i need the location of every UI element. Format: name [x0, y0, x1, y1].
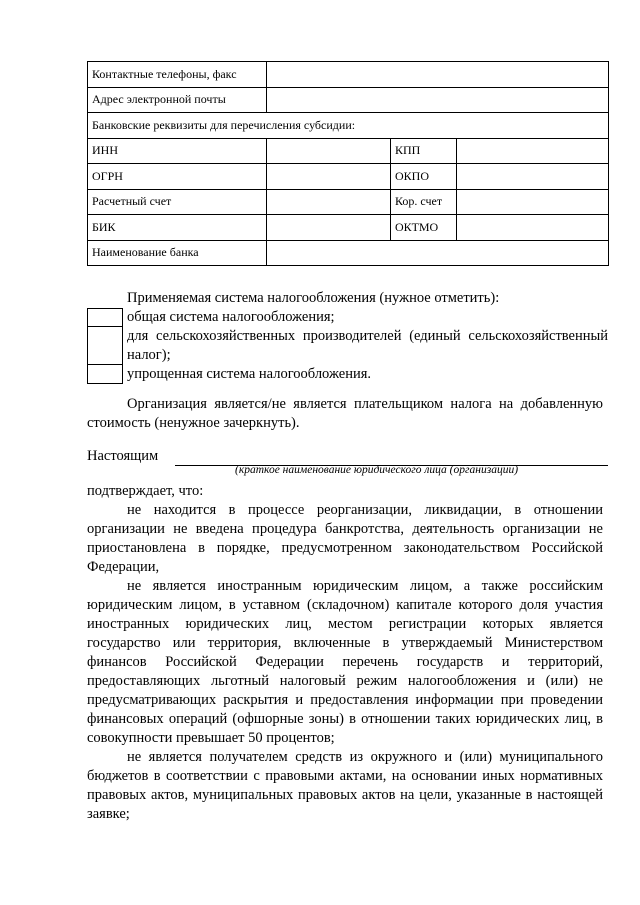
- clause-1: не находится в процессе реорганизации, ликвидации, в отношении организации не введена процедура банкротства, деятельность организации не приостановлена в порядке, предусмотренном законодательством Российской Федерации,: [87, 502, 603, 575]
- kpp-value[interactable]: [457, 138, 609, 164]
- table-row: [88, 189, 609, 215]
- nast-line-block: [87, 448, 608, 465]
- tax-option-general-label: общая система налогообложения;: [127, 309, 335, 325]
- nast-label: Настоящим: [87, 448, 159, 464]
- confirmation-block: [87, 482, 603, 824]
- tax-option-simplified: [87, 365, 608, 384]
- oktmo-value[interactable]: [457, 215, 609, 241]
- clause-2: не является иностранным юридическим лицом, а также российским юридическим лицом, в уставном (складочном) капитале которого доля участия иностранных юридических лиц, местом регистрации которых является государство или территория, включенные в утверждаемый Министерством финансов Российской Федерации перечень государств и территорий, предоставляющих льготный налоговый режим налогообложения и (или) не предусматривающих раскрытия и предоставления информации при проведении финансовых операций (офшорные зоны) в отношении таких юридических лиц, в совокупности превышает 50 процентов;: [87, 578, 603, 746]
- corr-account-label: Кор. счет: [391, 189, 457, 215]
- email-value[interactable]: [267, 87, 609, 113]
- clause-3: не является получателем средств из окружного и (или) муниципального бюджетов в соответствии с правовыми актами, на основании иных нормативных правовых актов, муниципальных правовых актов на цели, указанные в настоящей заявке;: [87, 749, 603, 822]
- table-row: [88, 164, 609, 190]
- oktmo-label: ОКТМО: [391, 215, 457, 241]
- bik-label: БИК: [88, 215, 267, 241]
- email-label: Адрес электронной почты: [88, 87, 267, 113]
- bik-value[interactable]: [267, 215, 391, 241]
- table-row: [88, 215, 609, 241]
- inn-value[interactable]: [267, 138, 391, 164]
- inn-label: ИНН: [88, 138, 267, 164]
- vat-paragraph: Организация является/не является плательщиком налога на добавленную стоимость (ненужное зачеркнуть).: [87, 396, 603, 431]
- confirms-text: подтверждает, что:: [87, 483, 204, 499]
- bank-name-label: Наименование банка: [88, 240, 267, 266]
- okpo-label: ОКПО: [391, 164, 457, 190]
- tax-option-general: [87, 308, 608, 327]
- bank-header: Банковские реквизиты для перечисления субсидии:: [88, 113, 609, 139]
- phones-label: Контактные телефоны, факс: [88, 62, 267, 88]
- phones-value[interactable]: [267, 62, 609, 88]
- ogrn-label: ОГРН: [88, 164, 267, 190]
- tax-checkbox-agricultural[interactable]: [87, 327, 123, 365]
- table-row: [88, 113, 609, 139]
- bank-name-value[interactable]: [267, 240, 609, 266]
- okpo-value[interactable]: [457, 164, 609, 190]
- tax-checkbox-general[interactable]: [87, 308, 123, 327]
- kpp-label: КПП: [391, 138, 457, 164]
- table-row: [88, 62, 609, 88]
- tax-system-section: [87, 289, 608, 384]
- tax-option-simplified-label: упрощенная система налогообложения.: [127, 366, 372, 382]
- tax-checkbox-simplified[interactable]: [87, 365, 123, 384]
- table-row: [88, 87, 609, 113]
- ogrn-value[interactable]: [267, 164, 391, 190]
- tax-intro: Применяемая система налогообложения (нужное отметить):: [127, 290, 500, 306]
- table-row: [88, 138, 609, 164]
- account-value[interactable]: [267, 189, 391, 215]
- requisites-table: [87, 61, 609, 266]
- corr-account-value[interactable]: [457, 189, 609, 215]
- organization-name-caption: (краткое наименование юридического лица (организации): [235, 464, 519, 476]
- table-row: [88, 240, 609, 266]
- tax-option-agricultural: [87, 327, 608, 365]
- tax-option-agricultural-label: для сельскохозяйственных производителей (единый сельскохозяйственный налог);: [127, 328, 608, 363]
- account-label: Расчетный счет: [88, 189, 267, 215]
